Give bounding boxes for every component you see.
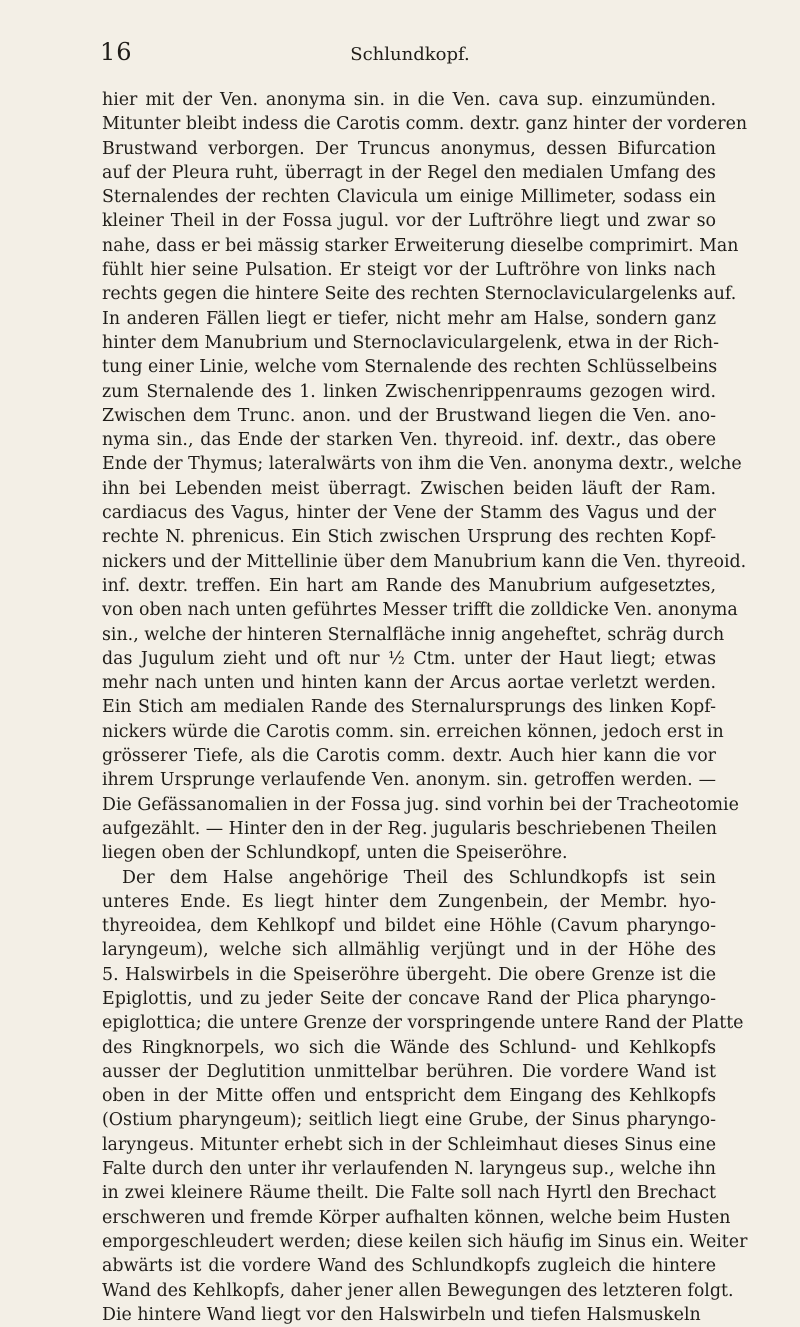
text-line: Falte durch den unter ihr verlaufenden N. laryngeus sup., welche ihn <box>102 1159 716 1180</box>
text-line: kleiner Theil in der Fossa jugul. vor der Luftröhre liegt und zwar so <box>102 211 716 232</box>
text-line: ihn bei Lebenden meist überragt. Zwischen beiden läuft der Ram. <box>102 478 716 499</box>
text-line: liegen oben der Schlundkopf, unten die Speiseröhre. <box>102 843 568 864</box>
text-line: sin., welche der hinteren Sternalfläche innig angeheftet, schräg durch <box>102 624 725 645</box>
text-line: nahe, dass er bei mässig starker Erweiterung dieselbe comprimirt. Man <box>102 235 739 256</box>
text-line: grösserer Tiefe, als die Carotis comm. dextr. Auch hier kann die vor <box>102 746 716 767</box>
text-line: Zwischen dem Trunc. anon. und der Brustwand liegen die Ven. ano- <box>102 405 716 426</box>
text-line: mehr nach unten und hinten kann der Arcus aortae verletzt werden. <box>102 673 716 694</box>
running-title: Schlundkopf. <box>350 44 470 65</box>
text-line: 5. Halswirbels in die Speiseröhre übergeht. Die obere Grenze ist die <box>102 964 716 985</box>
text-line: nickers würde die Carotis comm. sin. erreichen können, jedoch erst in <box>102 721 724 742</box>
text-line: ihrem Ursprunge verlaufende Ven. anonym. sin. getroffen werden. — <box>102 770 716 791</box>
text-line: fühlt hier seine Pulsation. Er steigt vor der Luftröhre von links nach <box>102 260 716 281</box>
text-line: Der dem Halse angehörige Theil des Schlundkopfs ist sein <box>122 867 716 888</box>
text-line: des Ringknorpels, wo sich die Wände des Schlund- und Kehlkopfs <box>102 1037 716 1058</box>
text-line: rechts gegen die hintere Seite des rechten Sternoclaviculargelenks auf. <box>102 284 737 305</box>
text-line: Ein Stich am medialen Rande des Sternalursprungs des linken Kopf- <box>102 697 716 718</box>
text-line: Ende der Thymus; lateralwärts von ihm die Ven. anonyma dextr., welche <box>102 454 742 475</box>
text-line: epiglottica; die untere Grenze der vorspringende untere Rand der Platte <box>102 1013 744 1034</box>
text-line: laryngeum), welche sich allmählig verjüngt und in der Höhe des <box>102 940 716 961</box>
text-line: cardiacus des Vagus, hinter der Vene der Stamm des Vagus und der <box>102 503 716 524</box>
text-line: in zwei kleinere Räume theilt. Die Falte soll nach Hyrtl den Brechact <box>102 1183 716 1204</box>
text-line: Die Gefässanomalien in der Fossa jug. sind vorhin bei der Tracheotomie <box>102 794 739 815</box>
text-line: Wand des Kehlkopfs, daher jener allen Bewegungen des letzteren folgt. <box>102 1280 734 1301</box>
text-line: von oben nach unten geführtes Messer trifft die zolldicke Ven. anonyma <box>102 600 738 621</box>
text-line: hier mit der Ven. anonyma sin. in die Ven. cava sup. einzumünden. <box>102 90 716 110</box>
text-line: emporgeschleudert werden; diese keilen sich häufig im Sinus ein. Weiter <box>102 1231 748 1252</box>
text-line: laryngeus. Mitunter erhebt sich in der Schleimhaut dieses Sinus eine <box>102 1134 716 1155</box>
text-line: thyreoidea, dem Kehlkopf und bildet eine Höhle (Cavum pharyngo- <box>102 916 716 937</box>
text-line: erschweren und fremde Körper aufhalten können, welche beim Husten <box>102 1207 731 1228</box>
text-line: Brustwand verborgen. Der Truncus anonymus, dessen Bifurcation <box>102 138 716 159</box>
page-number: 16 <box>100 38 133 66</box>
text-line: Epiglottis, und zu jeder Seite der concave Rand der Plica pharyngo- <box>102 988 716 1009</box>
text-line: Mitunter bleibt indess die Carotis comm. dextr. ganz hinter der vorderen <box>102 114 748 135</box>
text-line: Sternalendes der rechten Clavicula um einige Millimeter, sodass ein <box>102 187 716 208</box>
text-line: unteres Ende. Es liegt hinter dem Zungenbein, der Membr. hyo- <box>102 891 716 912</box>
text-line: aufgezählt. — Hinter den in der Reg. jugularis beschriebenen Theilen <box>102 818 718 839</box>
page-header <box>100 38 720 78</box>
text-line: zum Sternalende des 1. linken Zwischenrippenraums gezogen wird. <box>102 381 716 402</box>
text-line: auf der Pleura ruht, überragt in der Regel den medialen Umfang des <box>102 162 716 183</box>
text-line: oben in der Mitte offen und entspricht dem Eingang des Kehlkopfs <box>102 1086 716 1107</box>
text-line: ausser der Deglutition unmittelbar berühren. Die vordere Wand ist <box>102 1061 716 1082</box>
text-line: hinter dem Manubrium und Sternoclaviculargelenk, etwa in der Rich- <box>102 332 719 353</box>
text-line: nickers und der Mittellinie über dem Manubrium kann die Ven. thyreoid. <box>102 551 747 572</box>
text-line: Die hintere Wand liegt vor den Halswirbeln und tiefen Halsmuskeln <box>102 1304 701 1325</box>
text-line: das Jugulum zieht und oft nur ½ Ctm. unter der Haut liegt; etwas <box>102 648 716 669</box>
text-line: inf. dextr. treffen. Ein hart am Rande des Manubrium aufgesetztes, <box>102 575 716 596</box>
text-line: tung einer Linie, welche vom Sternalende des rechten Schlüsselbeins <box>102 357 718 378</box>
body-text <box>102 88 748 1327</box>
text-line: rechte N. phrenicus. Ein Stich zwischen Ursprung des rechten Kopf- <box>102 527 716 548</box>
text-line: (Ostium pharyngeum); seitlich liegt eine Grube, der Sinus pharyngo- <box>102 1110 716 1131</box>
text-line: nyma sin., das Ende der starken Ven. thyreoid. inf. dextr., das obere <box>102 430 716 451</box>
text-line: abwärts ist die vordere Wand des Schlundkopfs zugleich die hintere <box>102 1256 716 1277</box>
text-line: In anderen Fällen liegt er tiefer, nicht mehr am Halse, sondern ganz <box>102 308 716 329</box>
